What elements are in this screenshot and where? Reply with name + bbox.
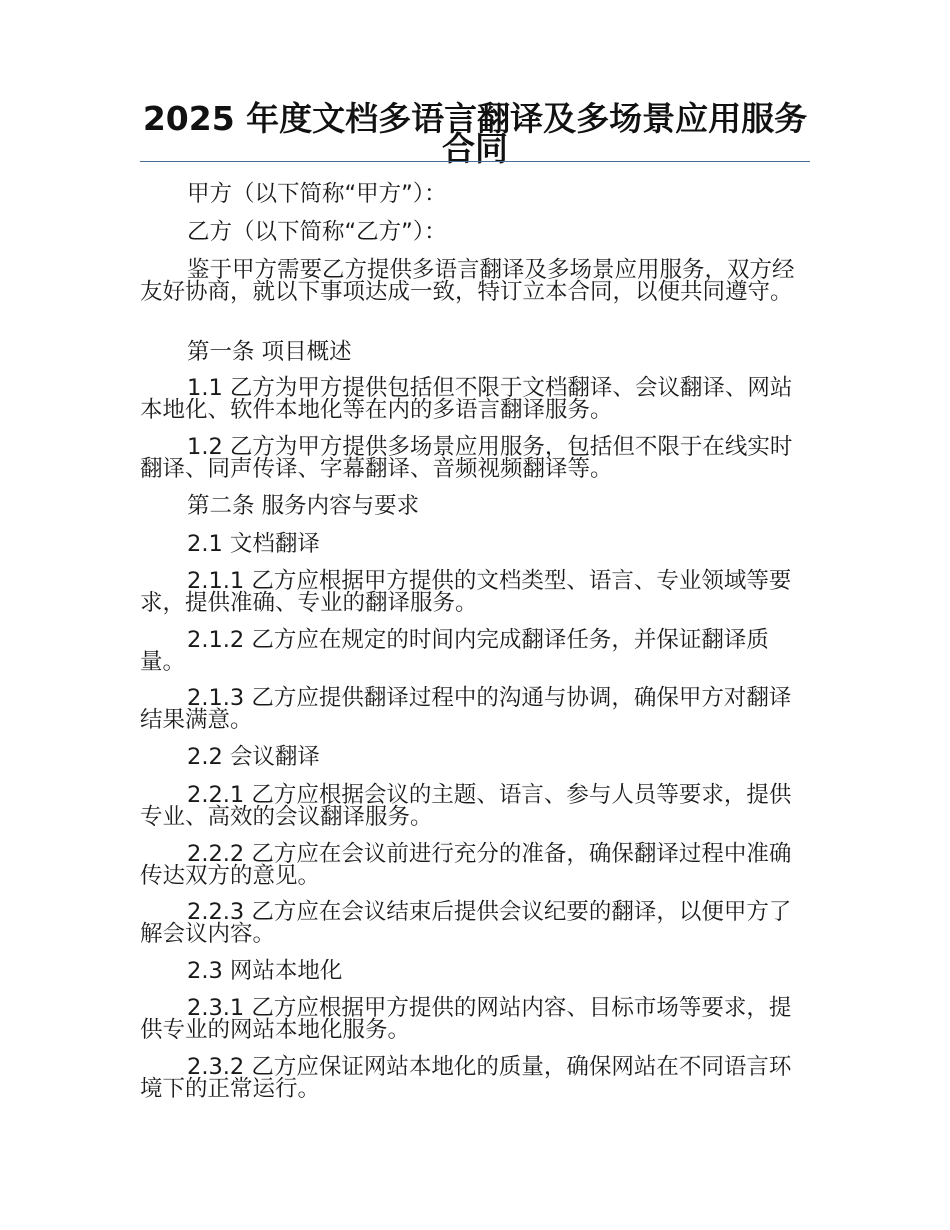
- article-2-heading: 第二条 服务内容与要求: [187, 493, 420, 519]
- clause-1-2: 1.2 乙方为甲方提供多场景应用服务，包括但不限于在线实时翻译、同声传译、字幕翻译、音频视频翻译等。: [140, 434, 793, 482]
- clause-1-1: 1.1 乙方为甲方提供包括但不限于文档翻译、会议翻译、网站本地化、软件本地化等在内的多语言翻译服务。: [140, 375, 793, 423]
- clause-2-1-2: 2.1.2 乙方应在规定的时间内完成翻译任务，并保证翻译质量。: [140, 627, 769, 675]
- preamble-paragraph: 鉴于甲方需要乙方提供多语言翻译及多场景应用服务，双方经友好协商，就以下事项达成一致，特订立本合同，以便共同遵守。: [140, 257, 795, 305]
- clause-2-3-1: 2.3.1 乙方应根据甲方提供的网站内容、目标市场等要求，提供专业的网站本地化服务。: [140, 995, 792, 1043]
- party-b-line: 乙方（以下简称“乙方”）：: [187, 219, 447, 245]
- section-2-2-heading: 2.2 会议翻译: [187, 744, 320, 770]
- clause-2-2-3: 2.2.3 乙方应在会议结束后提供会议纪要的翻译，以便甲方了解会议内容。: [140, 899, 792, 947]
- section-2-3-heading: 2.3 网站本地化: [187, 958, 343, 984]
- clause-2-2-2: 2.2.2 乙方应在会议前进行充分的准备，确保翻译过程中准确传达双方的意见。: [140, 841, 792, 889]
- article-1-heading: 第一条 项目概述: [187, 339, 352, 365]
- title-underline: [140, 161, 810, 162]
- clause-2-1-1: 2.1.1 乙方应根据甲方提供的文档类型、语言、专业领域等要求，提供准确、专业的翻译服务。: [140, 568, 792, 616]
- party-a-line: 甲方（以下简称“甲方”）：: [187, 181, 447, 207]
- clause-2-1-3: 2.1.3 乙方应提供翻译过程中的沟通与协调，确保甲方对翻译结果满意。: [140, 685, 792, 733]
- clause-2-2-1: 2.2.1 乙方应根据会议的主题、语言、参与人员等要求，提供专业、高效的会议翻译服务。: [140, 782, 792, 830]
- section-2-1-heading: 2.1 文档翻译: [187, 531, 320, 557]
- document-title: 2025 年度文档多语言翻译及多场景应用服务合同: [142, 99, 808, 168]
- clause-2-3-2: 2.3.2 乙方应保证网站本地化的质量，确保网站在不同语言环境下的正常运行。: [140, 1054, 792, 1102]
